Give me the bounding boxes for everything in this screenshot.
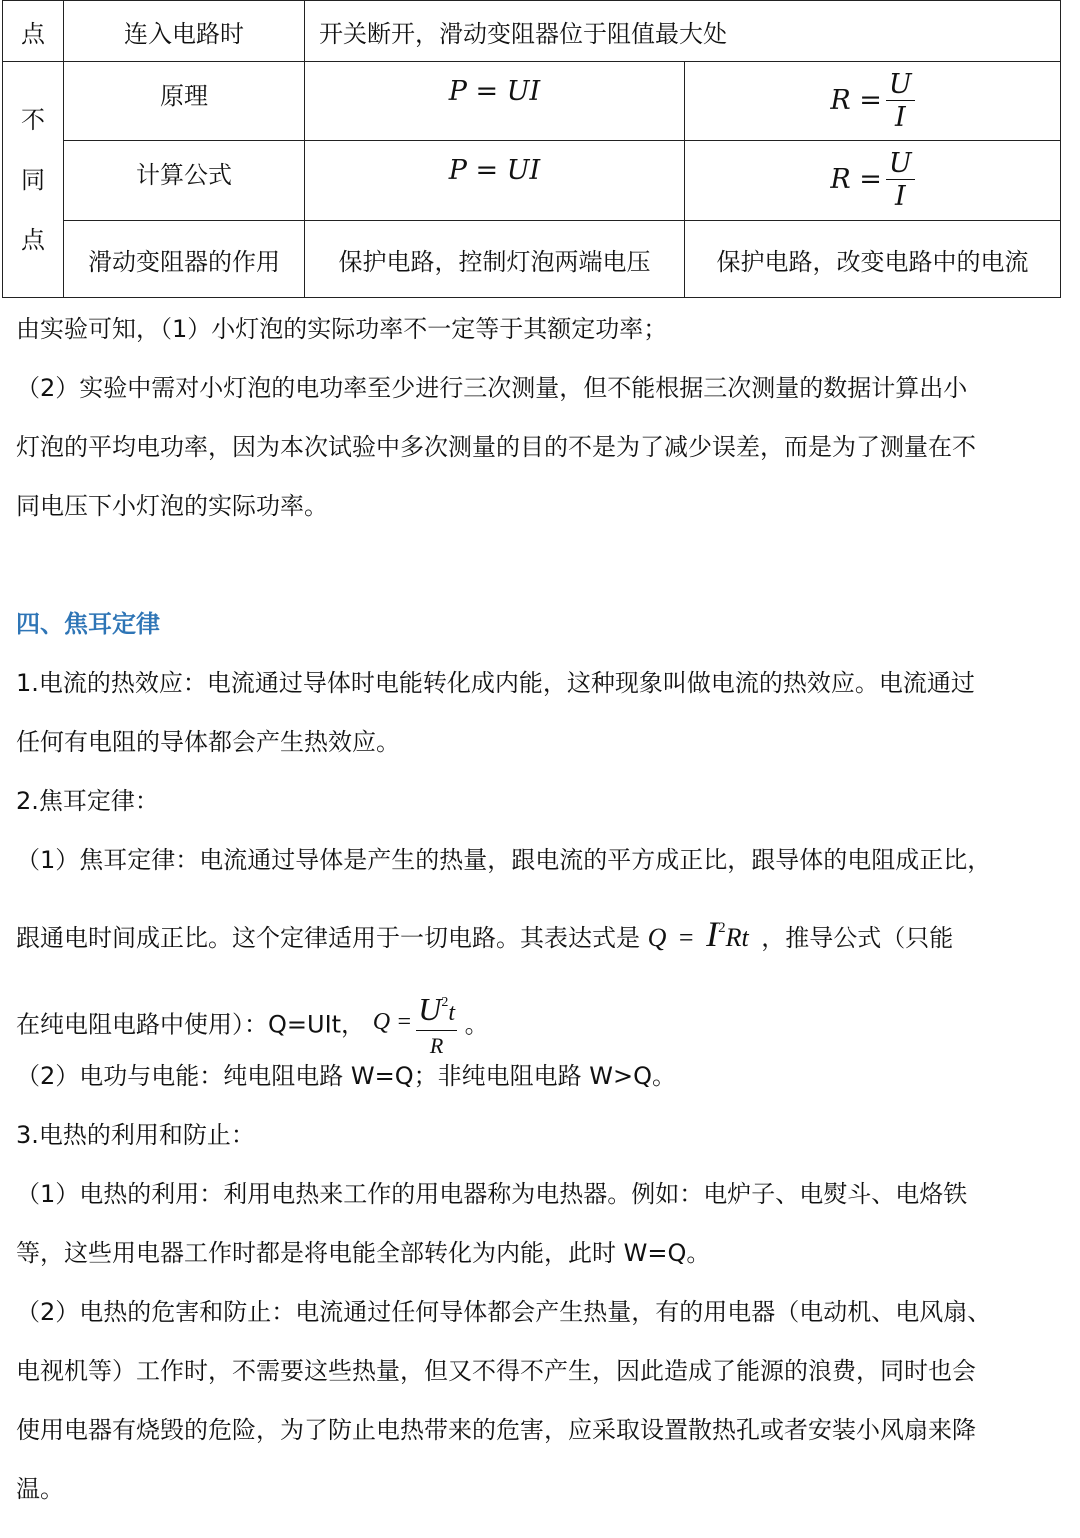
cell-principle-label: 原理 (64, 62, 305, 141)
joule-eq: = (678, 923, 694, 952)
resist-lhs: R = (830, 84, 882, 116)
paragraph-joule-law-1c (16, 988, 489, 1063)
derived-num-t: t (448, 1000, 456, 1026)
paragraph-joule-law-1b (16, 913, 953, 953)
resist-numerator: U (886, 148, 915, 180)
diff-char-2: 同 (21, 165, 45, 194)
joule-law-text-post: ，推导公式（只能 (761, 924, 954, 952)
paragraph-conclusion-2c: 同电压下小灯泡的实际功率。 (16, 492, 328, 520)
cell-principle-resist (685, 62, 1061, 141)
table-row-formula (3, 141, 1061, 221)
resist-fraction (886, 69, 915, 134)
derived-num-u: U (418, 991, 442, 1027)
paragraph-conclusion-2a: （2）实验中需对小灯泡的电功率至少进行三次测量，但不能根据三次测量的数据计算出小 (16, 374, 968, 402)
diff-char-1: 不 (21, 105, 45, 134)
cell-principle-power (305, 62, 685, 141)
paragraph-heat-harm-2b: 电视机等）工作时，不需要这些热量，但又不得不产生，因此造成了能源的浪费，同时也会 (16, 1357, 976, 1385)
table-row-principle (3, 62, 1061, 141)
paragraph-heat-harm-2d: 温。 (16, 1475, 64, 1503)
resist-denominator: I (894, 181, 906, 212)
cell-connect-value: 开关断开，滑动变阻器位于阻值最大处 (305, 1, 1061, 62)
derived-formula (373, 986, 457, 1061)
resist-lhs: R = (830, 164, 882, 195)
cell-formula-resist (685, 141, 1061, 221)
cell-connect-label: 连入电路时 (64, 1, 305, 62)
paragraph-heat-harm-2a: （2）电热的危害和防止：电流通过任何导体都会产生热量，有的用电器（电动机、电风扇、 (16, 1298, 992, 1326)
joule-law-text-pre: 跟通电时间成正比。这个定律适用于一切电路。其表达式是 (16, 924, 640, 952)
cell-rheostat-label: 滑动变阻器的作用 (64, 221, 305, 298)
joule-rt: Rt (725, 923, 749, 952)
paragraph-heat-effect-a: 1.电流的热效应：电流通过导体时电能转化成内能，这种现象叫做电流的热效应。电流通过 (16, 669, 975, 697)
table-row-rheostat (3, 221, 1061, 298)
cell-formula-power (305, 141, 685, 221)
resist-fraction (886, 148, 915, 213)
cell-same-point-tail: 点 (3, 1, 64, 62)
resist-formula (830, 148, 914, 212)
paragraph-joule-law-1a: （1）焦耳定律：电流通过导体是产生的热量，跟电流的平方成正比，跟导体的电阻成正比， (16, 846, 992, 874)
cell-difference-label (3, 62, 64, 298)
joule-i: I (706, 914, 719, 954)
resist-formula (830, 68, 914, 133)
derived-num-exp: 2 (441, 995, 449, 1010)
joule-q: Q (647, 923, 667, 952)
derived-text-post: 。 (464, 1010, 489, 1039)
paragraph-heat-harm-2c: 使用电器有烧毁的危险，为了防止电热带来的危害，应采取设置散热孔或者安装小风扇来降 (16, 1416, 976, 1444)
paragraph-heat-effect-b: 任何有电阻的导体都会产生热效应。 (16, 728, 400, 756)
cell-formula-label: 计算公式 (64, 141, 305, 221)
paragraph-heat-use-1a: （1）电热的利用：利用电热来工作的用电器称为电热器。例如：电炉子、电熨斗、电烙铁 (16, 1180, 968, 1208)
joule-formula (647, 914, 756, 954)
resist-numerator: U (886, 69, 915, 101)
paragraph-conclusion-1: 由实验可知，（1）小灯泡的实际功率不一定等于其额定功率； (16, 315, 668, 343)
paragraph-heat-use-1b: 等，这些用电器工作时都是将电能全部转化为内能，此时 W=Q。 (16, 1239, 711, 1267)
paragraph-conclusion-2b: 灯泡的平均电功率，因为本次试验中多次测量的目的不是为了减少误差，而是为了测量在不 (16, 433, 976, 461)
derived-denominator: R (429, 1033, 444, 1058)
power-formula: P = UI (448, 76, 541, 107)
derived-numerator (416, 986, 457, 1031)
paragraph-heat-use-title: 3.电热的利用和防止： (16, 1121, 255, 1149)
resist-denominator: I (894, 101, 906, 133)
paragraph-work-energy: （2）电功与电能：纯电阻电路 W=Q；非纯电阻电路 W>Q。 (16, 1062, 676, 1090)
comparison-table (2, 0, 1061, 298)
paragraph-joule-law-title: 2.焦耳定律： (16, 787, 159, 815)
joule-exp: 2 (718, 920, 726, 936)
derived-text-pre: 在纯电阻电路中使用）：Q=UIt， (16, 1010, 366, 1039)
section-heading-joule: 四、焦耳定律 (16, 610, 160, 638)
derived-fraction (416, 986, 457, 1061)
cell-rheostat-power: 保护电路，控制灯泡两端电压 (305, 221, 685, 298)
cell-rheostat-resist: 保护电路，改变电路中的电流 (685, 221, 1061, 298)
table-row-connect (3, 1, 1061, 62)
derived-q: Q = (372, 1009, 413, 1036)
diff-char-3: 点 (21, 225, 45, 254)
power-formula: P = UI (448, 155, 541, 186)
